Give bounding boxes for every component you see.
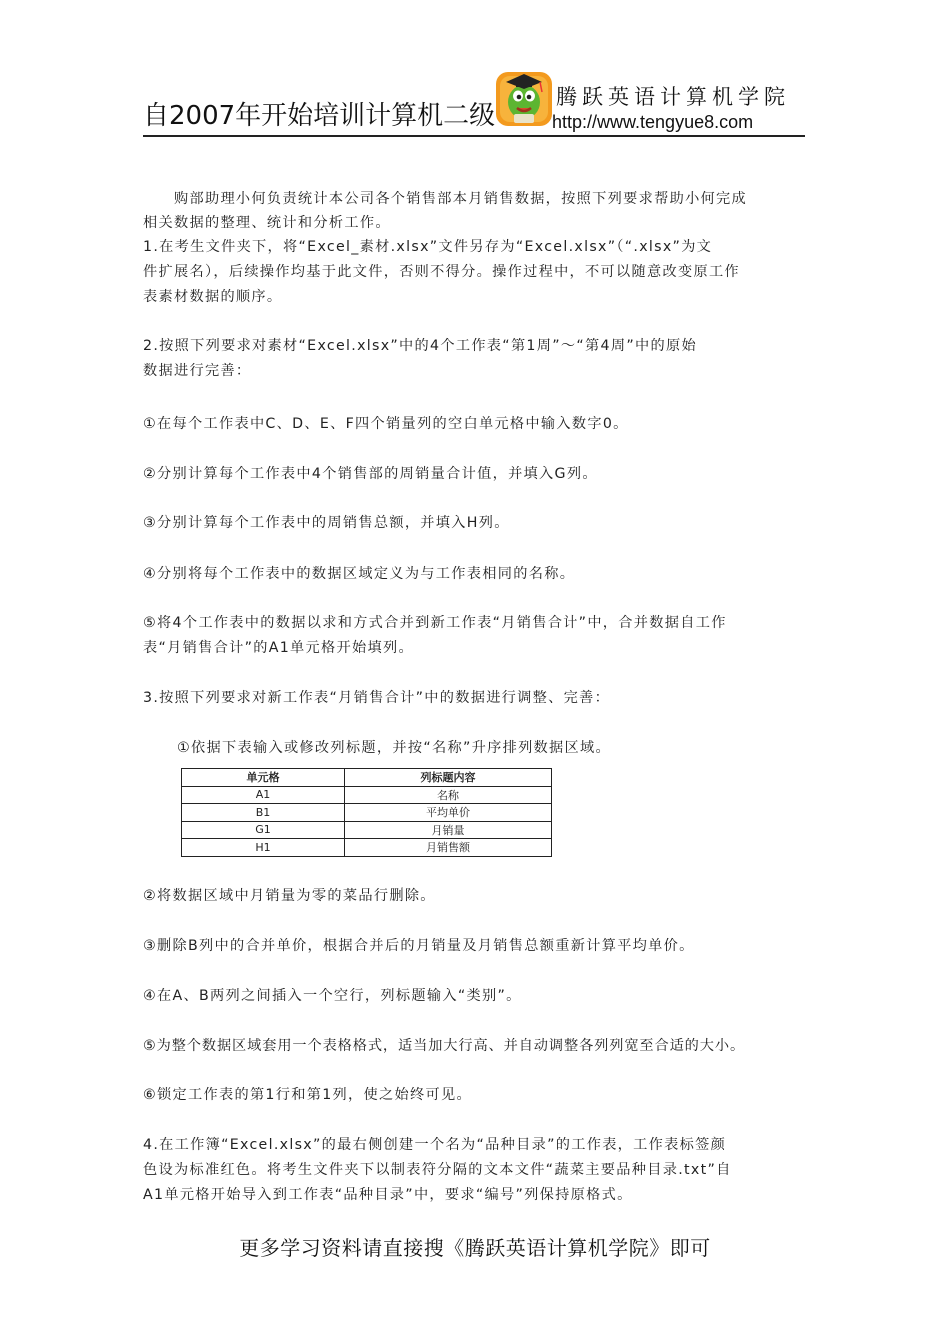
table-cell: 名称	[345, 786, 552, 804]
paragraph-line: ②将数据区域中月销量为零的菜品行删除。	[143, 888, 436, 904]
table-row	[182, 786, 552, 804]
school-logo-icon	[494, 68, 554, 128]
column-title-table	[181, 768, 552, 857]
paragraph-line: 2.按照下列要求对素材“Excel.xlsx”中的4个工作表“第1周”～“第4周”中的原始	[143, 338, 697, 354]
paragraph-line: A1单元格开始导入到工作表“品种目录”中，要求“编号”列保持原格式。	[143, 1187, 633, 1203]
paragraph-line: ②分别计算每个工作表中4个销售部的周销量合计值，并填入G列。	[143, 466, 598, 482]
table-cell: B1	[182, 804, 345, 822]
table-header-row	[182, 769, 552, 787]
table-cell: 月销售额	[345, 839, 552, 857]
header-divider	[143, 135, 805, 137]
school-url: http://www.tengyue8.com	[552, 112, 754, 132]
table-row	[182, 839, 552, 857]
table-row	[182, 804, 552, 822]
paragraph-line: 4.在工作簿“Excel.xlsx”的最右侧创建一个名为“品种目录”的工作表，工作表标签颜	[143, 1137, 727, 1153]
table-cell: A1	[182, 786, 345, 804]
paragraph-line: 1.在考生文件夹下，将“Excel_素材.xlsx”文件另存为“Excel.xlsx”（“.xlsx”为文	[143, 239, 713, 255]
paragraph-line: ⑥锁定工作表的第1行和第1列，使之始终可见。	[143, 1087, 472, 1103]
paragraph-line: 件扩展名），后续操作均基于此文件，否则不得分。操作过程中，不可以随意改变原工作	[143, 264, 740, 280]
table-cell: 月销量	[345, 821, 552, 839]
paragraph-line: 相关数据的整理、统计和分析工作。	[143, 215, 391, 231]
paragraph-line: 数据进行完善：	[143, 363, 252, 379]
paragraph-line: 购部助理小何负责统计本公司各个销售部本月销售数据，按照下列要求帮助小何完成	[143, 191, 748, 207]
table-header-cell: 单元格	[182, 769, 345, 787]
paragraph-line: 表“月销售合计”的A1单元格开始填列。	[143, 640, 414, 656]
paragraph-line: ③删除B列中的合并单价，根据合并后的月销量及月销售总额重新计算平均单价。	[143, 938, 695, 954]
paragraph-line: ①依据下表输入或修改列标题，并按“名称”升序排列数据区域。	[177, 740, 611, 756]
table-cell: G1	[182, 821, 345, 839]
paragraph-line: ⑤将4个工作表中的数据以求和方式合并到新工作表“月销售合计”中，合并数据自工作	[143, 615, 727, 631]
paragraph-line: ①在每个工作表中C、D、E、F四个销量列的空白单元格中输入数字0。	[143, 416, 629, 432]
paragraph-line: ⑤为整个数据区域套用一个表格格式，适当加大行高、并自动调整各列列宽至合适的大小。	[143, 1038, 746, 1054]
paragraph-line: 表素材数据的顺序。	[143, 289, 283, 305]
footer-text: 更多学习资料请直接搜《腾跃英语计算机学院》即可	[239, 1236, 711, 1260]
table-cell: H1	[182, 839, 345, 857]
table-cell: 平均单价	[345, 804, 552, 822]
paragraph-line: 3.按照下列要求对新工作表“月销售合计”中的数据进行调整、完善：	[143, 690, 611, 706]
paragraph-line: ④分别将每个工作表中的数据区域定义为与工作表相同的名称。	[143, 566, 576, 582]
header-left-title: 自2007年开始培训计算机二级	[143, 101, 496, 131]
paragraph-line: ④在A、B两列之间插入一个空行，列标题输入“类别”。	[143, 988, 522, 1004]
table-row	[182, 821, 552, 839]
paragraph-line: 色设为标准红色。将考生文件夹下以制表符分隔的文本文件“蔬菜主要品种目录.txt”自	[143, 1162, 732, 1178]
school-name: 腾跃英语计算机学院	[556, 85, 790, 109]
table-header-cell: 列标题内容	[345, 769, 552, 787]
paragraph-line: ③分别计算每个工作表中的周销售总额，并填入H列。	[143, 515, 510, 531]
